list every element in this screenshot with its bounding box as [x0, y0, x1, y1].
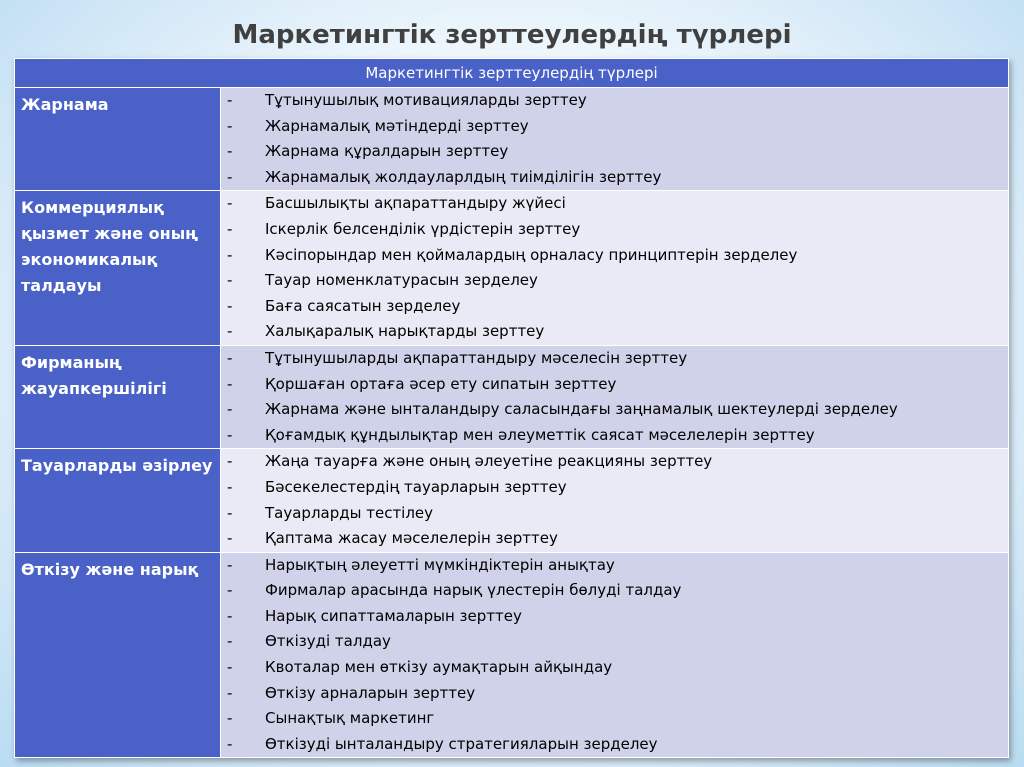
list-item-text: Баға саясатын зерделеу: [265, 296, 461, 315]
list-item-text: Нарық сипаттамаларын зерттеу: [265, 606, 522, 625]
list-item: [221, 501, 1008, 527]
items-cell: [221, 88, 1009, 191]
list-item-text: Фирмалар арасында нарық үлестерін бөлуді талдау: [265, 581, 682, 600]
list-item: [221, 423, 1008, 449]
table-row: [15, 552, 1009, 758]
category-cell: Фирманың жауапкершілігі: [15, 345, 221, 448]
list-item-text: Қоғамдық құндылықтар мен әлеуметтік саясат мәселелерін зерттеу: [265, 425, 815, 444]
items-list: [221, 88, 1008, 190]
list-item: [221, 526, 1008, 552]
list-item-text: Өткізу арналарын зерттеу: [265, 683, 476, 702]
list-item-text: Қаптама жасау мәселелерін зерттеу: [265, 529, 558, 548]
items-cell: [221, 449, 1009, 552]
bullet-dash: -: [227, 734, 233, 753]
bullet-dash: -: [227, 167, 233, 186]
table-row: [15, 191, 1009, 346]
list-item: [221, 655, 1008, 681]
bullet-dash: -: [227, 555, 233, 574]
list-item: [221, 139, 1008, 165]
list-item: [221, 732, 1008, 758]
list-item: [221, 346, 1008, 372]
bullet-dash: -: [227, 348, 233, 367]
bullet-dash: -: [227, 322, 233, 341]
items-list: [221, 191, 1008, 345]
list-item-text: Халықаралық нарықтарды зерттеу: [265, 322, 545, 341]
category-cell: Тауарларды әзірлеу: [15, 449, 221, 552]
bullet-dash: -: [227, 271, 233, 290]
bullet-dash: -: [227, 142, 233, 161]
list-item-text: Өткізуді ынталандыру стратегияларын зерделеу: [265, 734, 658, 753]
list-item-text: Тұтынушыларды ақпараттандыру мәселесін зерттеу: [265, 348, 688, 367]
table-row: [15, 345, 1009, 448]
bullet-dash: -: [227, 606, 233, 625]
list-item: [221, 397, 1008, 423]
list-item-text: Өткізуді талдау: [265, 632, 391, 651]
table-body: [15, 88, 1009, 758]
items-list: [221, 449, 1008, 551]
bullet-dash: -: [227, 219, 233, 238]
bullet-dash: -: [227, 400, 233, 419]
list-item: [221, 114, 1008, 140]
table-row: [15, 449, 1009, 552]
list-item-text: Жарнама және ынталандыру саласындағы заңнамалық шектеулерді зерделеу: [265, 400, 898, 419]
list-item-text: Кәсіпорындар мен қоймалардың орналасу принциптерін зерделеу: [265, 245, 798, 264]
list-item: [221, 319, 1008, 345]
list-item: [221, 217, 1008, 243]
list-item: [221, 578, 1008, 604]
category-cell: Өткізу және нарық: [15, 552, 221, 758]
items-cell: [221, 552, 1009, 758]
list-item: [221, 294, 1008, 320]
category-cell: Коммерциялық қызмет және оның экономикалық талдауы: [15, 191, 221, 346]
page-title: Маркетингтік зерттеулердің түрлері: [232, 20, 792, 50]
list-item-text: Жарнамалық мәтіндерді зерттеу: [265, 116, 529, 135]
list-item-text: Қоршаған ортаға әсер ету сипатын зерттеу: [265, 374, 617, 393]
bullet-dash: -: [227, 503, 233, 522]
list-item: [221, 191, 1008, 217]
bullet-dash: -: [227, 632, 233, 651]
bullet-dash: -: [227, 245, 233, 264]
list-item: [221, 553, 1008, 579]
bullet-dash: -: [227, 194, 233, 213]
bullet-dash: -: [227, 529, 233, 548]
bullet-dash: -: [227, 477, 233, 496]
list-item: [221, 243, 1008, 269]
list-item: [221, 629, 1008, 655]
bullet-dash: -: [227, 91, 233, 109]
list-item: [221, 604, 1008, 630]
table-header: Маркетингтік зерттеулердің түрлері: [15, 59, 1009, 88]
items-cell: [221, 345, 1009, 448]
list-item-text: Квоталар мен өткізу аумақтарын айқындау: [265, 658, 613, 677]
list-item: [221, 165, 1008, 191]
table-row: [15, 88, 1009, 191]
list-item-text: Нарықтың әлеуетті мүмкіндіктерін анықтау: [265, 555, 615, 574]
items-list: [221, 346, 1008, 448]
list-item: [221, 88, 1008, 114]
bullet-dash: -: [227, 116, 233, 135]
bullet-dash: -: [227, 296, 233, 315]
list-item-text: Тұтынушылық мотивацияларды зерттеу: [265, 91, 587, 109]
list-item-text: Тауарларды тестілеу: [265, 503, 434, 522]
bullet-dash: -: [227, 452, 233, 471]
list-item-text: Бәсекелестердің тауарларын зерттеу: [265, 477, 567, 496]
bullet-dash: -: [227, 709, 233, 728]
list-item: [221, 449, 1008, 475]
bullet-dash: -: [227, 581, 233, 600]
category-cell: Жарнама: [15, 88, 221, 191]
bullet-dash: -: [227, 658, 233, 677]
list-item-text: Тауар номенклатурасын зерделеу: [265, 271, 538, 290]
list-item-text: Іскерлік белсенділік үрдістерін зерттеу: [265, 219, 581, 238]
list-item: [221, 706, 1008, 732]
list-item-text: Сынақтық маркетинг: [265, 709, 435, 728]
list-item-text: Басшылықты ақпараттандыру жүйесі: [265, 194, 566, 213]
items-cell: [221, 191, 1009, 346]
list-item: [221, 268, 1008, 294]
list-item-text: Жарнама құралдарын зерттеу: [265, 142, 509, 161]
bullet-dash: -: [227, 374, 233, 393]
table-header-row: [15, 59, 1009, 88]
list-item: [221, 475, 1008, 501]
list-item: [221, 372, 1008, 398]
list-item-text: Жарнамалық жолдауларлдың тиімділігін зерттеу: [265, 167, 662, 186]
list-item: [221, 681, 1008, 707]
bullet-dash: -: [227, 425, 233, 444]
research-types-table: [14, 58, 1009, 758]
items-list: [221, 553, 1008, 758]
bullet-dash: -: [227, 683, 233, 702]
list-item-text: Жаңа тауарға және оның әлеуетіне реакцияны зерттеу: [265, 452, 713, 471]
